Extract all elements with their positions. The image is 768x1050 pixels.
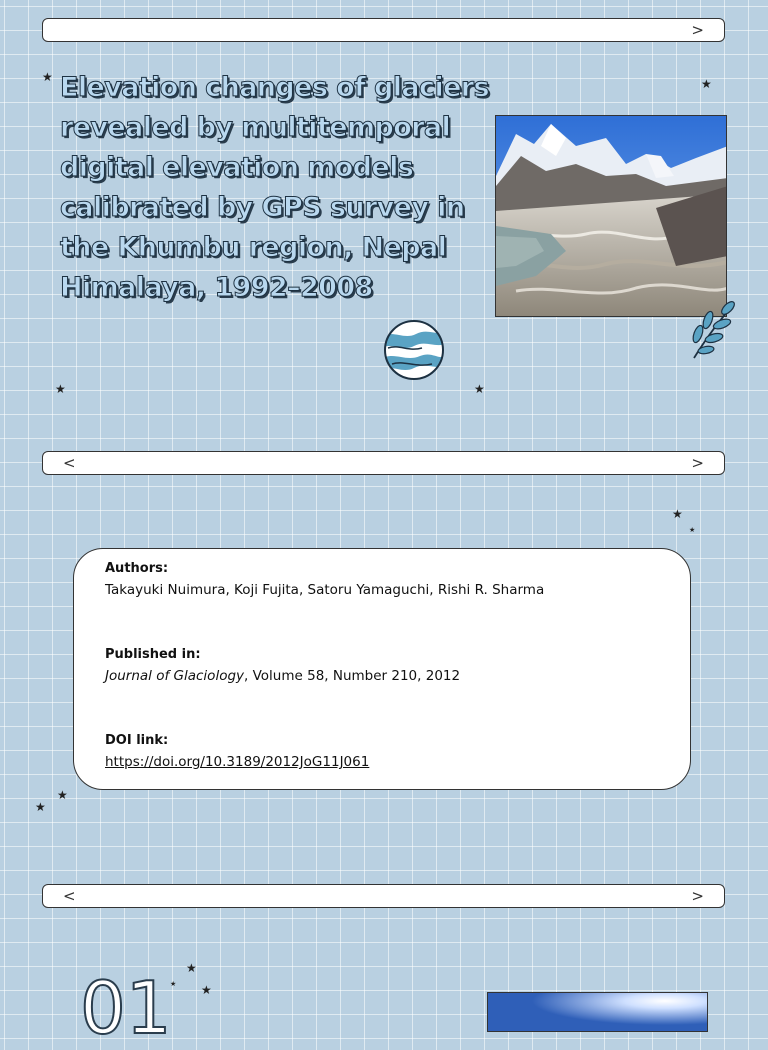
star-icon: ★ bbox=[672, 507, 683, 521]
published-value bbox=[105, 665, 660, 687]
star-icon: ★ bbox=[186, 961, 197, 975]
authors-value: Takayuki Nuimura, Koji Fujita, Satoru Yamaguchi, Rishi R. Sharma bbox=[105, 582, 545, 598]
doi-link[interactable]: https://doi.org/10.3189/2012JoG11J061 bbox=[105, 754, 370, 770]
slide-nav-bar-bottom bbox=[42, 884, 725, 908]
leaf-icon bbox=[684, 298, 740, 362]
star-icon: ★ bbox=[701, 77, 712, 91]
doi-label: DOI link: bbox=[105, 733, 169, 748]
chevron-left-icon[interactable]: < bbox=[63, 454, 76, 472]
star-icon: ★ bbox=[170, 980, 177, 988]
planet-icon bbox=[382, 318, 446, 382]
page-title: Elevation changes of glaciers revealed by multitemporal digital elevation models calibrated by GPS survey in the Khumbu region, Nepal Himalaya, 1992–2008 bbox=[60, 72, 489, 303]
paper-info-card bbox=[73, 548, 691, 790]
published-label: Published in: bbox=[105, 647, 201, 662]
slide-nav-bar-top bbox=[42, 18, 725, 42]
chevron-left-icon[interactable]: < bbox=[63, 887, 76, 905]
star-icon: ★ bbox=[35, 800, 46, 814]
chevron-right-icon[interactable]: > bbox=[691, 21, 704, 39]
star-icon: ★ bbox=[42, 70, 53, 84]
authors-label: Authors: bbox=[105, 561, 169, 576]
star-icon: ★ bbox=[55, 382, 66, 396]
chevron-right-icon[interactable]: > bbox=[691, 887, 704, 905]
journal-name: Journal of Glaciology bbox=[105, 668, 245, 684]
section-number: 01 bbox=[80, 966, 172, 1050]
chevron-right-icon[interactable]: > bbox=[691, 454, 704, 472]
star-icon: ★ bbox=[57, 788, 68, 802]
glacier-photo bbox=[495, 115, 727, 317]
star-icon: ★ bbox=[689, 526, 696, 534]
star-icon: ★ bbox=[201, 983, 212, 997]
slide-nav-bar-middle bbox=[42, 451, 725, 475]
sky-photo bbox=[487, 992, 708, 1032]
star-icon: ★ bbox=[474, 382, 485, 396]
journal-details: , Volume 58, Number 210, 2012 bbox=[244, 668, 461, 684]
